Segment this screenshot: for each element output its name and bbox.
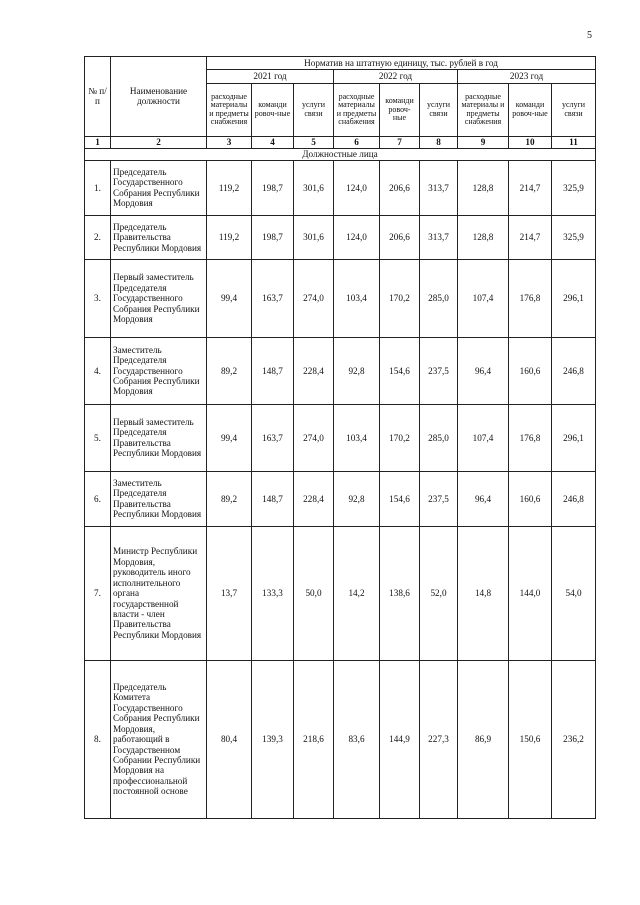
section-row [85, 148, 596, 160]
row-number: 1. [85, 160, 111, 215]
header-comm-2021: услуги связи [294, 83, 334, 136]
norm-value: 99,4 [207, 404, 252, 471]
column-number: 6 [334, 136, 380, 148]
norm-value: 285,0 [420, 259, 458, 337]
header-comm-2023: услуги связи [552, 83, 596, 136]
norm-value: 107,4 [458, 259, 509, 337]
norm-value: 246,8 [552, 471, 596, 526]
norm-value: 96,4 [458, 337, 509, 404]
position-name: Председатель Государственного Собрания Республики Мордовия [111, 160, 207, 215]
norm-value: 214,7 [509, 215, 552, 259]
norm-value: 325,9 [552, 160, 596, 215]
norm-value: 107,4 [458, 404, 509, 471]
header-materials-2023: расходные материалы и предметы снабжения [458, 83, 509, 136]
norm-value: 96,4 [458, 471, 509, 526]
row-number: 2. [85, 215, 111, 259]
header-year-2021: 2021 год [207, 70, 334, 83]
position-name: Заместитель Председателя Государственного Собрания Республики Мордовия [111, 337, 207, 404]
column-number: 8 [420, 136, 458, 148]
position-name: Министр Республики Мордовия, руководитель иного исполнительного органа государственной власти - член Правительства Республики Мордовия [111, 526, 207, 660]
table-row [85, 526, 596, 660]
norm-value: 170,2 [380, 259, 420, 337]
norm-value: 274,0 [294, 404, 334, 471]
page-number: 5 [587, 30, 592, 41]
norm-value: 176,8 [509, 404, 552, 471]
norm-value: 99,4 [207, 259, 252, 337]
norm-value: 54,0 [552, 526, 596, 660]
table-row [85, 259, 596, 337]
norm-value: 150,6 [509, 660, 552, 818]
header-trips-2021: команди ровоч-ные [252, 83, 294, 136]
column-number: 7 [380, 136, 420, 148]
norm-value: 206,6 [380, 160, 420, 215]
norm-value: 144,9 [380, 660, 420, 818]
norm-value: 86,9 [458, 660, 509, 818]
row-number: 5. [85, 404, 111, 471]
norm-value: 124,0 [334, 215, 380, 259]
row-number: 4. [85, 337, 111, 404]
norm-value: 325,9 [552, 215, 596, 259]
row-number: 8. [85, 660, 111, 818]
norm-value: 176,8 [509, 259, 552, 337]
header-materials-2021: расходные материалы и предметы снабжения [207, 83, 252, 136]
norm-value: 50,0 [294, 526, 334, 660]
norm-value: 13,7 [207, 526, 252, 660]
column-number: 10 [509, 136, 552, 148]
norm-value: 285,0 [420, 404, 458, 471]
norm-value: 14,2 [334, 526, 380, 660]
norm-value: 148,7 [252, 471, 294, 526]
header-col-name: Наименование должности [111, 57, 207, 137]
table-row [85, 660, 596, 818]
norm-value: 160,6 [509, 471, 552, 526]
position-name: Заместитель Председателя Правительства Республики Мордовия [111, 471, 207, 526]
norm-value: 128,8 [458, 215, 509, 259]
column-number-row [85, 136, 596, 148]
norm-value: 198,7 [252, 160, 294, 215]
column-number: 11 [552, 136, 596, 148]
norm-value: 89,2 [207, 337, 252, 404]
table-row [85, 215, 596, 259]
table-row [85, 471, 596, 526]
column-number: 9 [458, 136, 509, 148]
norm-value: 163,7 [252, 259, 294, 337]
norm-value: 148,7 [252, 337, 294, 404]
norm-value: 237,5 [420, 337, 458, 404]
norm-value: 89,2 [207, 471, 252, 526]
header-norm-title: Норматив на штатную единицу, тыс. рублей в год [207, 57, 596, 70]
norm-value: 237,5 [420, 471, 458, 526]
norm-value: 301,6 [294, 215, 334, 259]
header-trips-2023: команди ровоч-ные [509, 83, 552, 136]
norms-table [84, 56, 596, 819]
column-number: 3 [207, 136, 252, 148]
norm-value: 103,4 [334, 259, 380, 337]
norm-value: 228,4 [294, 337, 334, 404]
norm-value: 296,1 [552, 404, 596, 471]
norm-value: 52,0 [420, 526, 458, 660]
table-row [85, 160, 596, 215]
norm-value: 296,1 [552, 259, 596, 337]
norm-value: 119,2 [207, 160, 252, 215]
column-number: 2 [111, 136, 207, 148]
norm-value: 138,6 [380, 526, 420, 660]
norm-value: 214,7 [509, 160, 552, 215]
norm-value: 236,2 [552, 660, 596, 818]
norm-value: 80,4 [207, 660, 252, 818]
norm-value: 227,3 [420, 660, 458, 818]
header-materials-2022: расходные материалы и предметы снабжения [334, 83, 380, 136]
norm-value: 14,8 [458, 526, 509, 660]
row-number: 3. [85, 259, 111, 337]
norm-value: 154,6 [380, 337, 420, 404]
column-number: 5 [294, 136, 334, 148]
norm-value: 139,3 [252, 660, 294, 818]
position-name: Председатель Комитета Государственного Собрания Республики Мордовия, работающий в Государственном Собрании Республики Мордовия на профессиональной постоянной основе [111, 660, 207, 818]
norm-value: 198,7 [252, 215, 294, 259]
column-number: 4 [252, 136, 294, 148]
norm-value: 92,8 [334, 471, 380, 526]
norm-value: 274,0 [294, 259, 334, 337]
position-name: Первый заместитель Председателя Государственного Собрания Республики Мордовия [111, 259, 207, 337]
table-row [85, 337, 596, 404]
norm-value: 246,8 [552, 337, 596, 404]
norm-value: 218,6 [294, 660, 334, 818]
norm-value: 154,6 [380, 471, 420, 526]
header-year-2023: 2023 год [458, 70, 596, 83]
norm-value: 313,7 [420, 160, 458, 215]
row-number: 7. [85, 526, 111, 660]
norm-value: 133,3 [252, 526, 294, 660]
row-number: 6. [85, 471, 111, 526]
norm-value: 128,8 [458, 160, 509, 215]
norm-value: 228,4 [294, 471, 334, 526]
norm-value: 144,0 [509, 526, 552, 660]
table-row [85, 404, 596, 471]
column-number: 1 [85, 136, 111, 148]
header-col-no: № п/п [85, 57, 111, 137]
norm-value: 163,7 [252, 404, 294, 471]
norm-value: 206,6 [380, 215, 420, 259]
norm-value: 170,2 [380, 404, 420, 471]
norm-value: 83,6 [334, 660, 380, 818]
norm-value: 92,8 [334, 337, 380, 404]
norm-value: 313,7 [420, 215, 458, 259]
section-title: Должностные лица [85, 148, 596, 160]
norm-value: 103,4 [334, 404, 380, 471]
position-name: Первый заместитель Председателя Правительства Республики Мордовия [111, 404, 207, 471]
header-comm-2022: услуги связи [420, 83, 458, 136]
header-trips-2022: команди ровоч-ные [380, 83, 420, 136]
norm-value: 160,6 [509, 337, 552, 404]
header-year-2022: 2022 год [334, 70, 458, 83]
position-name: Председатель Правительства Республики Мордовия [111, 215, 207, 259]
norm-value: 124,0 [334, 160, 380, 215]
norm-value: 119,2 [207, 215, 252, 259]
norm-value: 301,6 [294, 160, 334, 215]
